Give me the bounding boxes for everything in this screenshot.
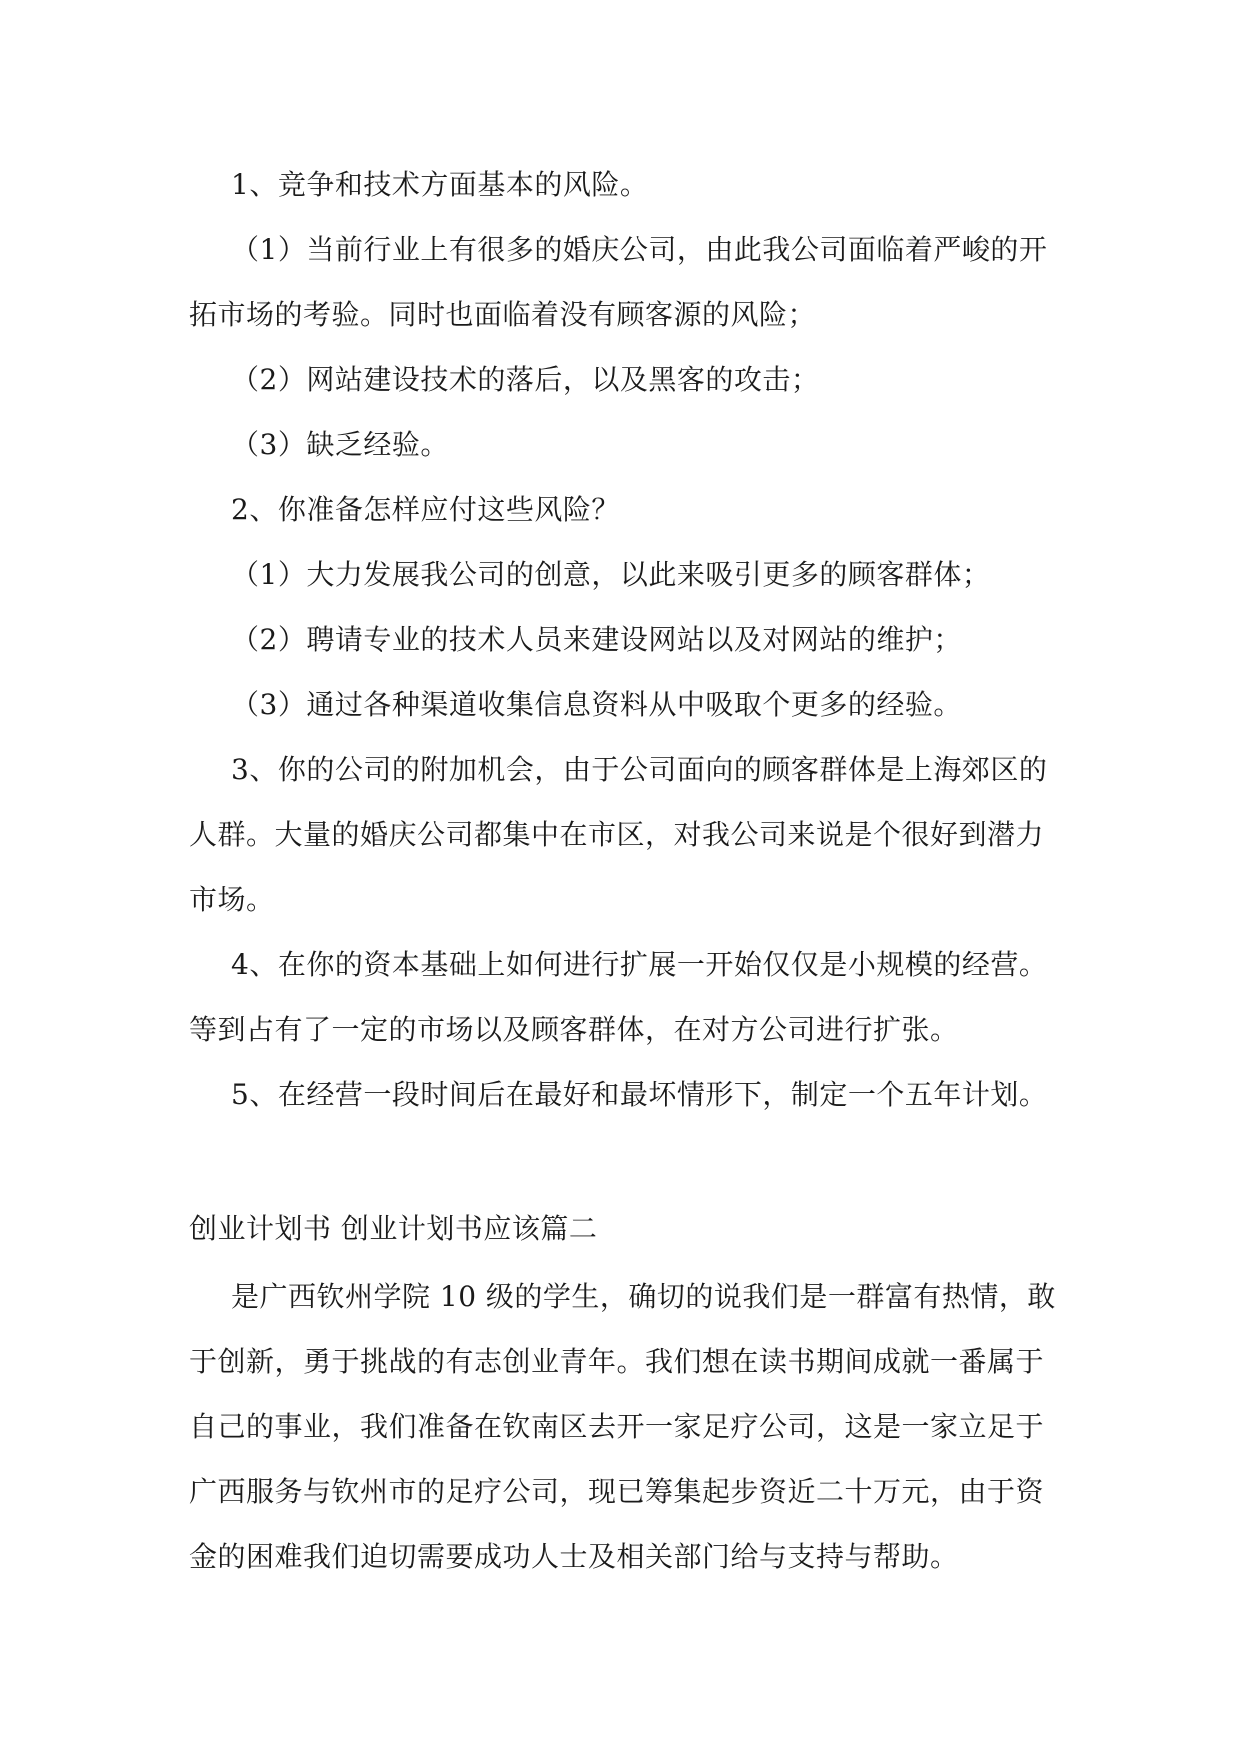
paragraph-response-heading: 2、你准备怎样应付这些风险？ xyxy=(231,493,620,526)
paragraph-risk-item-3: （3）缺乏经验。 xyxy=(231,428,449,461)
paragraph-response-item-2: （2）聘请专业的技术人员来建设网站以及对网站的维护； xyxy=(231,623,962,656)
paragraph-risk-item-2: （2）网站建设技术的落后，以及黑客的攻击； xyxy=(231,363,820,396)
paragraph-expansion: 4、在你的资本基础上如何进行扩展一开始仅仅是小规模的经营。等到占有了一定的市场以及顾客群体，在对方公司进行扩张。 xyxy=(189,948,1048,1046)
paragraph-response-item-3: （3）通过各种渠道收集信息资料从中吸取个更多的经验。 xyxy=(231,688,962,721)
section-title-container xyxy=(189,1196,1069,1261)
paragraph-risk-item-1: （1）当前行业上有很多的婚庆公司，由此我公司面临着严峻的开拓市场的考验。同时也面临着没有顾客源的风险； xyxy=(189,233,1048,331)
paragraph-opportunity: 3、你的公司的附加机会，由于公司面向的顾客群体是上海郊区的人群。大量的婚庆公司都集中在市区，对我公司来说是个很好到潜力市场。 xyxy=(189,753,1048,916)
paragraph-risk-heading: 1、竞争和技术方面基本的风险。 xyxy=(231,168,649,201)
paragraph-team-intro: 是广西钦州学院 10 级的学生，确切的说我们是一群富有热情，敢于创新，勇于挑战的有志创业青年。我们想在读书期间成就一番属于自己的事业，我们准备在钦南区去开一家足疗公司，这是一家立足于广西服务与钦州市的足疗公司，现已筹集起步资近二十万元，由于资金的困难我们迫切需要成功人士及相关部门给与支持与帮助。 xyxy=(189,1280,1056,1573)
risk-section xyxy=(189,152,1069,1127)
paragraph-five-year-plan: 5、在经营一段时间后在最好和最坏情形下，制定一个五年计划。 xyxy=(231,1078,1048,1111)
intro-section xyxy=(189,1264,1069,1589)
section-title: 创业计划书 创业计划书应该篇二 xyxy=(189,1212,598,1245)
paragraph-response-item-1: （1）大力发展我公司的创意，以此来吸引更多的顾客群体； xyxy=(231,558,991,591)
